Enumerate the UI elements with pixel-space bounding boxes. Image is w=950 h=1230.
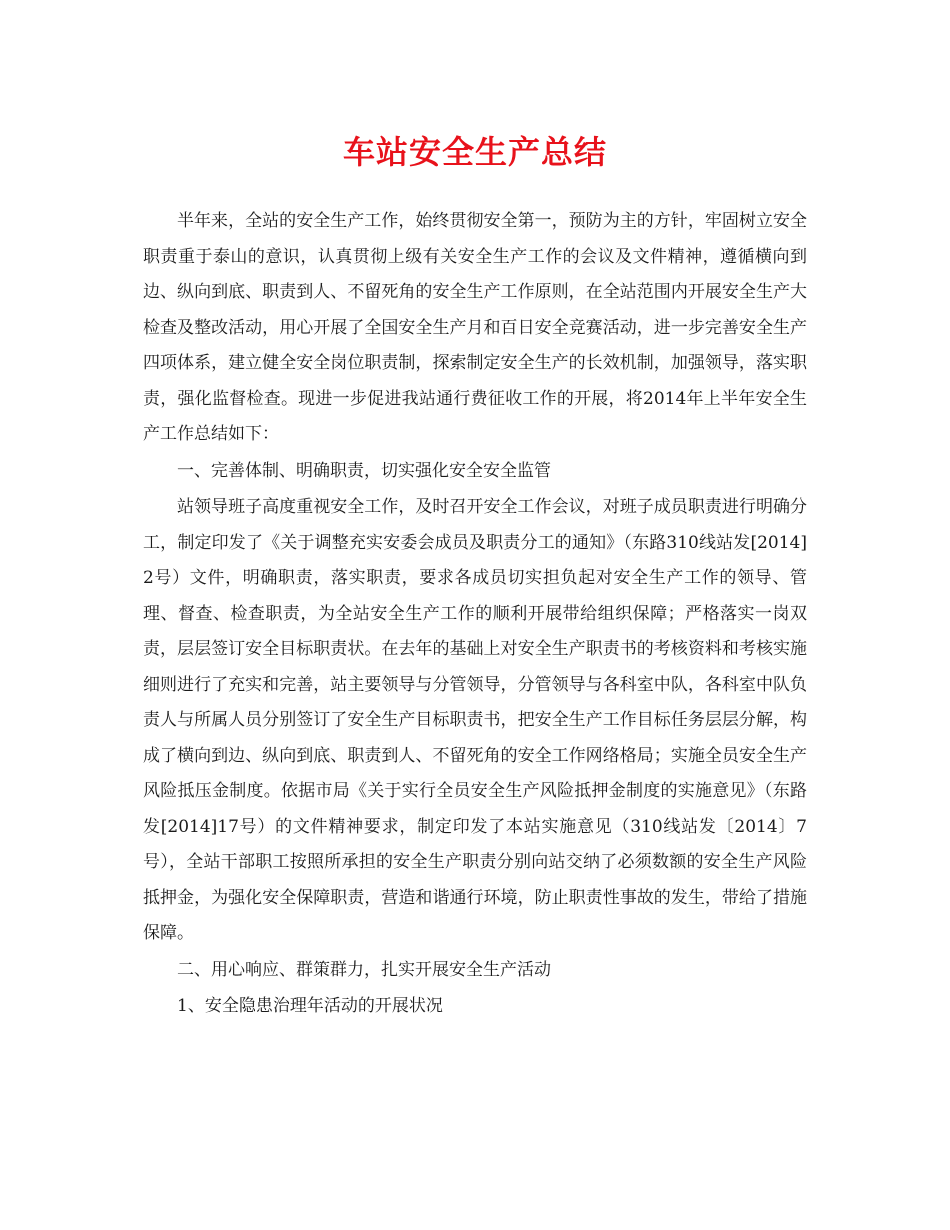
document-title: 车站安全生产总结: [342, 133, 607, 171]
section-1-paragraph: 站领导班子高度重视安全工作，及时召开安全工作会议，对班子成员职责进行明确分工，制定印发了《关于调整充实安委会成员及职责分工的通知》（东路310线站发[2014]2号）文件，明确职责，落实职责，要求各成员切实担负起对安全生产工作的领导、管理、督查、检查职责，为全站安全生产工作的顺利开展带给组织保障；严格落实一岗双责，层层签订安全目标职责状。在去年的基础上对安全生产职责书的考核资料和考核实施细则进行了充实和完善，站主要领导与分管领导，分管领导与各科室中队，各科室中队负责人与所属人员分别签订了安全生产目标职责书，把安全生产工作目标任务层层分解，构成了横向到边、纵向到底、职责到人、不留死角的安全工作网络格局；实施全员安全生产风险抵压金制度。依据市局《关于实行全员安全生产风险抵押金制度的实施意见》（东路发[2014]17号）的文件精神要求，制定印发了本站实施意见（310线站发〔2014〕7号），全站干部职工按照所承担的安全生产职责分别向站交纳了必须数额的安全生产风险抵押金，为强化安全保障职责，营造和谐通行环境，防止职责性事故的发生，带给了措施保障。: [143, 497, 807, 943]
document-body: [143, 204, 807, 1026]
section-heading-2: 二、用心响应、群策群力，扎实开展安全生产活动: [177, 959, 551, 980]
subsection-heading-1: 1、安全隐患治理年活动的开展状况: [177, 996, 443, 1016]
intro-paragraph: 半年来，全站的安全生产工作，始终贯彻安全第一，预防为主的方针，牢固树立安全职责重于泰山的意识，认真贯彻上级有关安全生产工作的会议及文件精神，遵循横向到边、纵向到底、职责到人、不留死角的安全生产工作原则，在全站范围内开展安全生产大检查及整改活动，用心开展了全国安全生产月和百日安全竞赛活动，进一步完善安全生产四项体系，建立健全安全岗位职责制，探索制定安全生产的长效机制，加强领导，落实职责，强化监督检查。现进一步促进我站通行费征收工作的开展，将2014年上半年安全生产工作总结如下：: [143, 211, 807, 444]
section-heading-1: 一、完善体制、明确职责，切实强化安全安全监管: [177, 460, 551, 481]
